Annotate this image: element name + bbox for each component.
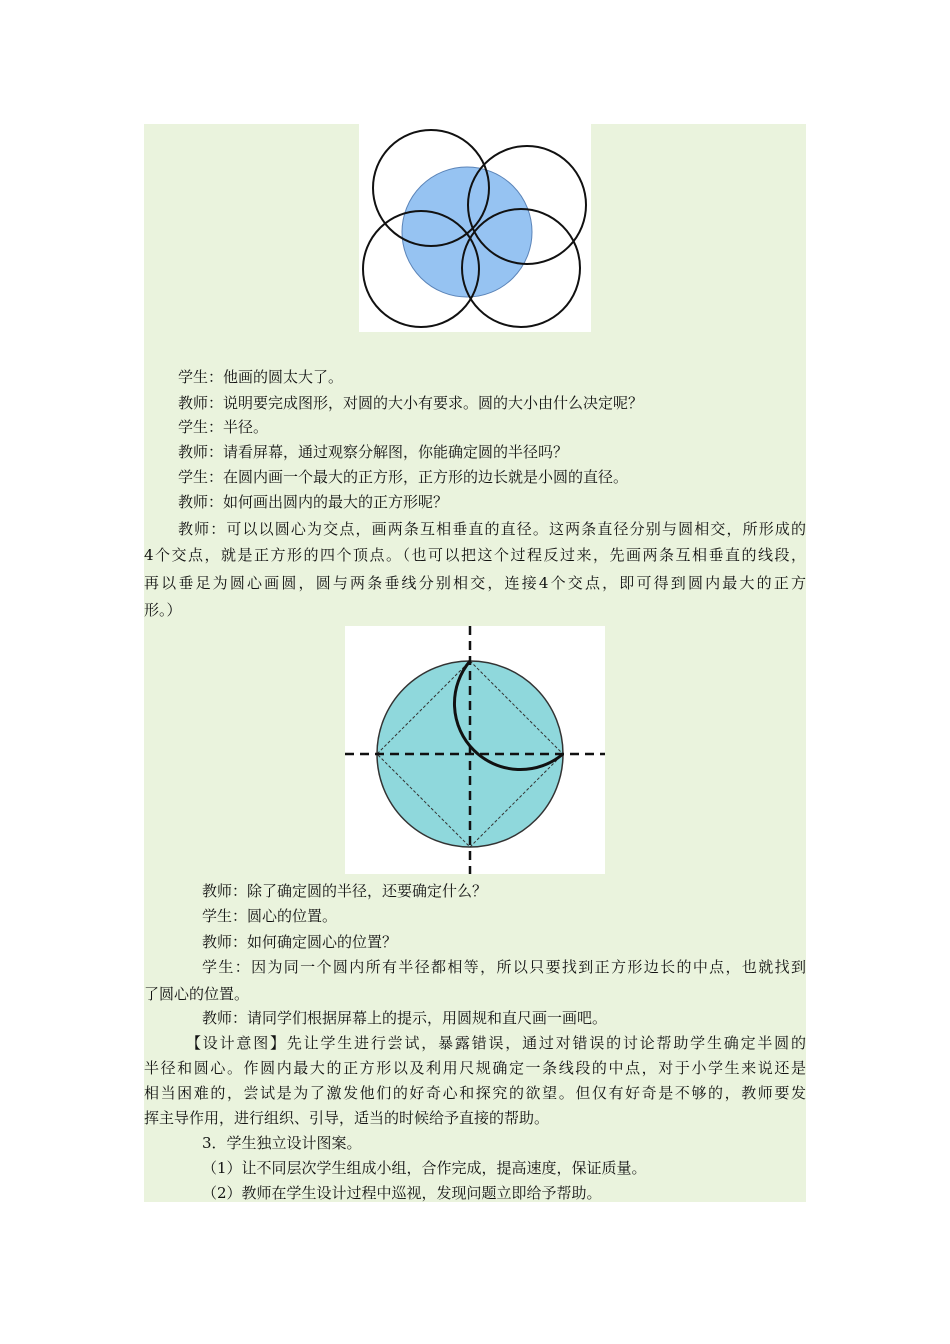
step-title: 3．学生独立设计图案。 <box>202 1134 362 1152</box>
step-item: （1）让不同层次学生组成小组，合作完成，提高速度，保证质量。 <box>202 1159 647 1177</box>
paragraph-line: 形。） <box>144 601 182 619</box>
overlapping-circles-figure <box>359 124 591 332</box>
dialogue-line: 教师：如何确定圆心的位置？ <box>202 933 398 951</box>
design-intent-line: 挥主导作用，进行组织、引导，适当的时候给予直接的帮助。 <box>144 1109 550 1127</box>
dialogue-line: 教师：如何画出圆内的最大的正方形呢？ <box>178 493 449 511</box>
dialogue-line: 教师：请同学们根据屏幕上的提示，用圆规和直尺画一画吧。 <box>202 1009 608 1027</box>
dialogue-line: 学生：圆心的位置。 <box>202 907 338 925</box>
design-intent-line: 【设计意图】先让学生进行尝试，暴露错误，通过对错误的讨论帮助学生确定半圆的 <box>186 1034 806 1052</box>
dialogue-line: 学生：他画的圆太大了。 <box>178 368 344 386</box>
dialogue-line: 教师：请看屏幕，通过观察分解图，你能确定圆的半径吗？ <box>178 443 569 461</box>
dialogue-line: 教师：说明要完成图形，对圆的大小有要求。圆的大小由什么决定呢？ <box>178 394 644 412</box>
inscribed-square-svg <box>345 626 605 874</box>
overlapping-circles-svg <box>359 124 591 332</box>
dialogue-line: 学生：在圆内画一个最大的正方形，正方形的边长就是小圆的直径。 <box>178 468 629 486</box>
paragraph-line: 4个交点，就是正方形的四个顶点。（也可以把这个过程反过来，先画两条互相垂直的线段， <box>144 546 806 564</box>
paragraph-line: 了圆心的位置。 <box>144 985 250 1003</box>
inscribed-square-figure <box>345 626 605 874</box>
blue-center-circle <box>402 167 532 297</box>
design-intent-line: 相当困难的，尝试是为了激发他们的好奇心和探究的欲望。但仅有好奇是不够的，教师要发 <box>144 1084 806 1102</box>
paragraph-line: 教师：可以以圆心为交点，画两条互相垂直的直径。这两条直径分别与圆相交，所形成的 <box>178 520 806 538</box>
paragraph-line: 再以垂足为圆心画圆，圆与两条垂线分别相交，连接4个交点，即可得到圆内最大的正方 <box>144 574 806 592</box>
dialogue-line: 教师：除了确定圆的半径，还要确定什么？ <box>202 882 488 900</box>
design-intent-line: 半径和圆心。作圆内最大的正方形以及利用尺规确定一条线段的中点，对于小学生来说还是 <box>144 1059 806 1077</box>
dialogue-line: 学生：半径。 <box>178 418 269 436</box>
step-item: （2）教师在学生设计过程中巡视，发现问题立即给予帮助。 <box>202 1184 602 1202</box>
paragraph-line: 学生：因为同一个圆内所有半径都相等，所以只要找到正方形边长的中点，也就找到 <box>202 958 806 976</box>
